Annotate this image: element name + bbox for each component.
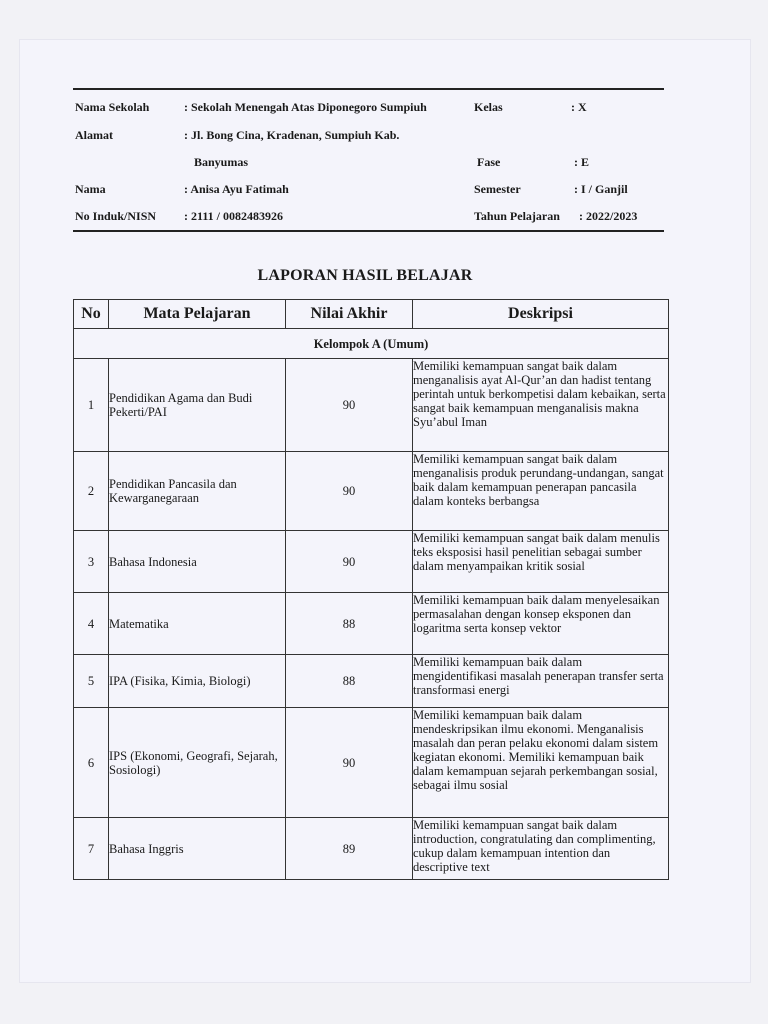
address-value-line2: Banyumas	[194, 155, 249, 169]
row-subject: Bahasa Inggris	[109, 818, 286, 880]
row-description: Memiliki kemampuan baik dalam mendeskripsikan ilmu ekonomi. Menganalisis masalah dan peran pelaku ekonomi dalam sistem kegiatan ekonomi. Memiliki kemampuan baik dalam kemampuan sejarah perkembangan sosial, sebagai ilmu sosial	[413, 708, 669, 818]
row-subject: Matematika	[109, 593, 286, 655]
row-description: Memiliki kemampuan sangat baik dalam menganalisis produk perundang-undangan, sangat baik dalam kemampuan penerapan pancasila dalam konteks berbangsa	[413, 452, 669, 531]
row-description: Memiliki kemampuan sangat baik dalam menganalisis ayat Al-Qur’an dan hadist tentang perintah untuk berkompetisi dalam kebaikan, serta sangat baik kemampuan menganalisis makna Syu’abul Iman	[413, 359, 669, 452]
school-value: : Sekolah Menengah Atas Diponegoro Sumpiuh	[184, 100, 427, 114]
row-score: 88	[286, 655, 413, 708]
header-bottom-rule	[73, 230, 664, 232]
row-subject: Pendidikan Pancasila dan Kewarganegaraan	[109, 452, 286, 531]
row-description: Memiliki kemampuan sangat baik dalam introduction, congratulating dan complimenting, cukup dalam kemampuan intention dan descriptive text	[413, 818, 669, 880]
group-label: Kelompok A (Umum)	[74, 329, 669, 359]
row-description: Memiliki kemampuan baik dalam menyelesaikan permasalahan dengan konsep eksponen dan logaritma serta konsep vektor	[413, 593, 669, 655]
name-label: Nama	[75, 182, 106, 196]
year-value: : 2022/2023	[579, 209, 638, 223]
address-value-line1: : Jl. Bong Cina, Kradenan, Sumpiuh Kab.	[184, 128, 400, 142]
col-header-score: Nilai Akhir	[286, 300, 413, 329]
nisn-label: No Induk/NISN	[75, 209, 157, 223]
row-no: 5	[74, 655, 109, 708]
row-no: 2	[74, 452, 109, 531]
col-header-no: No	[74, 300, 109, 329]
phase-label: Fase	[477, 155, 501, 169]
report-title: LAPORAN HASIL BELAJAR	[257, 267, 473, 284]
class-value: : X	[571, 100, 587, 114]
grades-table	[73, 299, 669, 880]
year-label: Tahun Pelajaran	[474, 209, 560, 223]
col-header-description: Deskripsi	[413, 300, 669, 329]
table-row	[74, 593, 669, 655]
row-subject: Bahasa Indonesia	[109, 531, 286, 593]
nisn-value: : 2111 / 0082483926	[184, 209, 284, 223]
row-subject: IPS (Ekonomi, Geografi, Sejarah, Sosiologi)	[109, 708, 286, 818]
row-no: 3	[74, 531, 109, 593]
semester-value: : I / Ganjil	[574, 182, 628, 196]
semester-label: Semester	[474, 182, 521, 196]
row-no: 7	[74, 818, 109, 880]
col-header-subject: Mata Pelajaran	[109, 300, 286, 329]
table-row	[74, 655, 669, 708]
row-description: Memiliki kemampuan baik dalam mengidentifikasi masalah penerapan transfer serta transformasi energi	[413, 655, 669, 708]
class-label: Kelas	[474, 100, 503, 114]
row-score: 88	[286, 593, 413, 655]
row-no: 4	[74, 593, 109, 655]
row-score: 90	[286, 708, 413, 818]
header-top-rule	[73, 88, 664, 90]
school-label: Nama Sekolah	[75, 100, 150, 114]
row-score: 90	[286, 452, 413, 531]
group-row	[74, 329, 669, 359]
address-label: Alamat	[75, 128, 113, 142]
table-header-row	[74, 300, 669, 329]
table-row	[74, 452, 669, 531]
row-score: 89	[286, 818, 413, 880]
row-subject: Pendidikan Agama dan Budi Pekerti/PAI	[109, 359, 286, 452]
row-score: 90	[286, 359, 413, 452]
table-row	[74, 531, 669, 593]
name-value: : Anisa Ayu Fatimah	[184, 182, 289, 196]
phase-value: : E	[574, 155, 589, 169]
row-no: 1	[74, 359, 109, 452]
row-no: 6	[74, 708, 109, 818]
table-row	[74, 818, 669, 880]
row-subject: IPA (Fisika, Kimia, Biologi)	[109, 655, 286, 708]
row-score: 90	[286, 531, 413, 593]
table-row	[74, 359, 669, 452]
table-row	[74, 708, 669, 818]
row-description: Memiliki kemampuan sangat baik dalam menulis teks eksposisi hasil penelitian sebagai sumber dalam menyampaikan kritik sosial	[413, 531, 669, 593]
